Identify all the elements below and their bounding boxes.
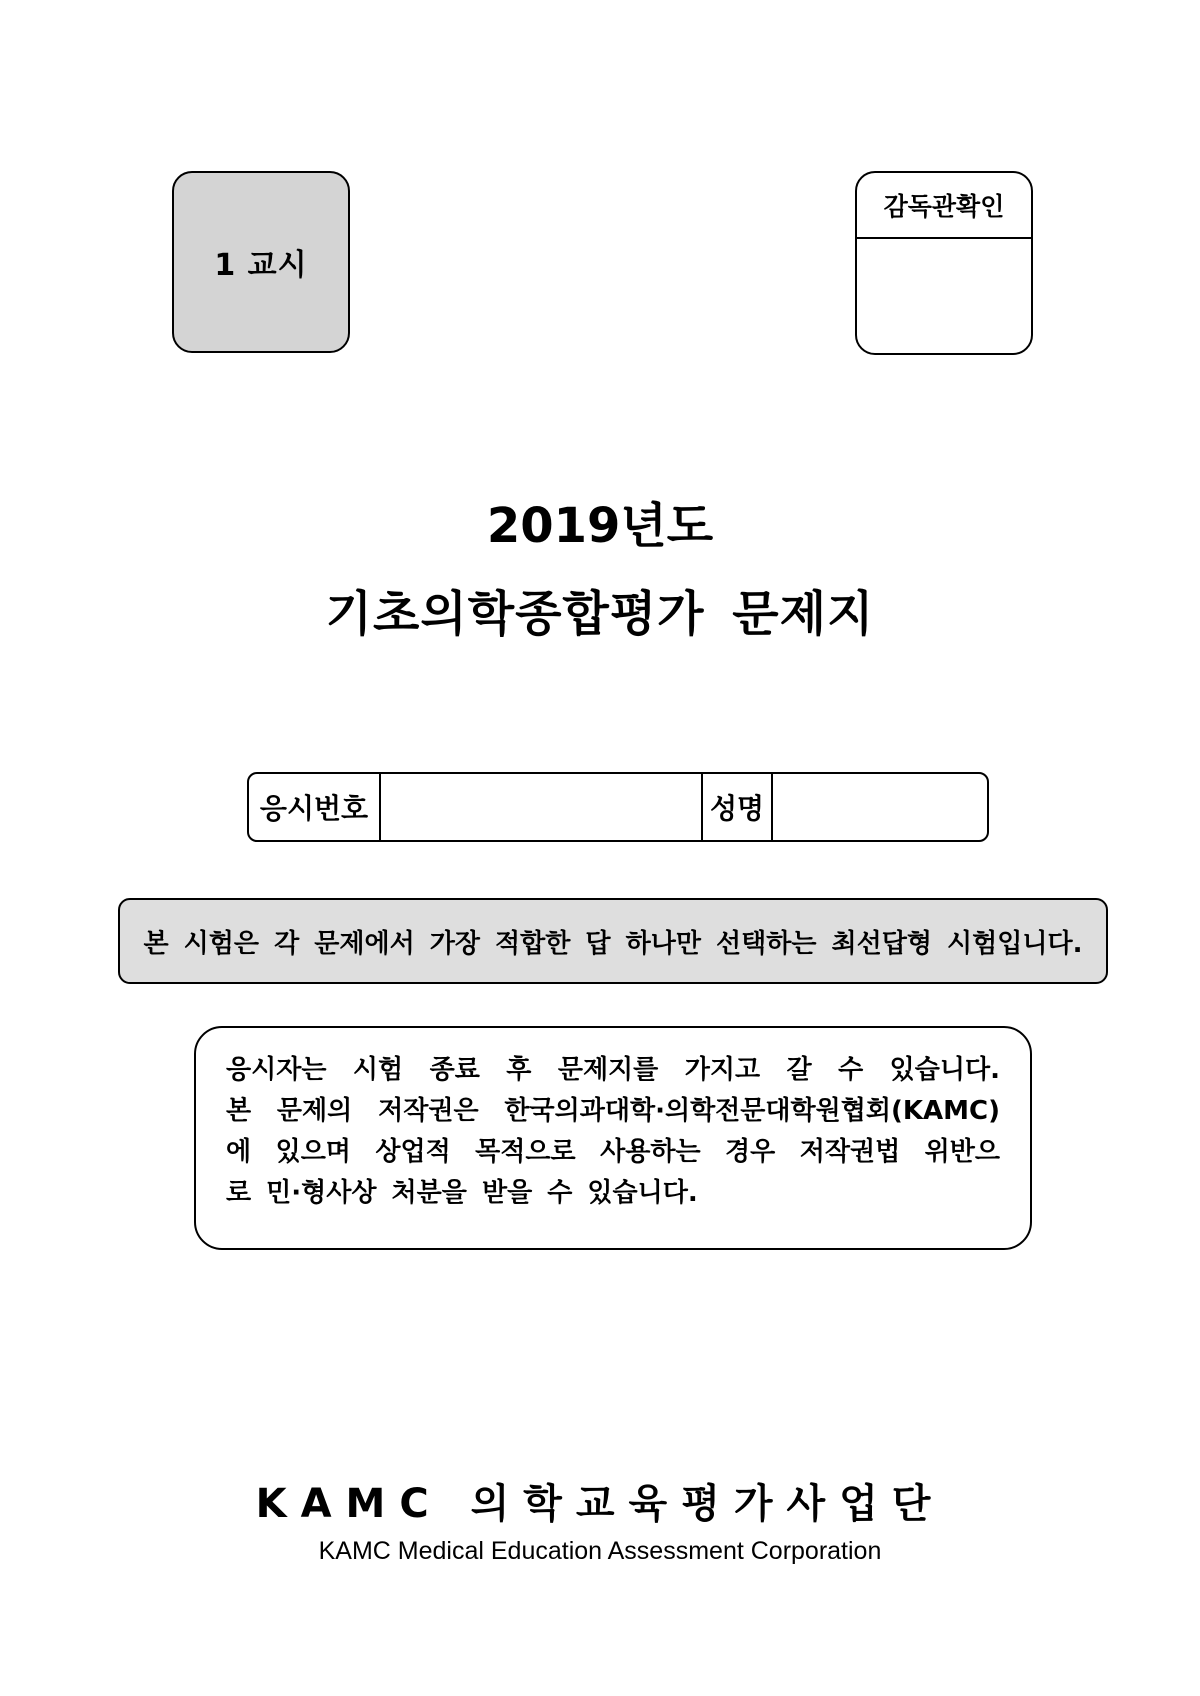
supervisor-confirmation-box — [855, 171, 1033, 355]
name-field[interactable] — [773, 774, 987, 840]
session-label: 1 교시 — [214, 248, 308, 283]
exam-number-field[interactable] — [381, 774, 703, 840]
rules-line: 에 있으며 상업적 목적으로 사용하는 경우 저작권법 위반으 — [226, 1137, 1000, 1167]
rules-line: 응시자는 시험 종료 후 문제지를 가지고 갈 수 있습니다. — [226, 1055, 1000, 1085]
rules-line: 로 민·형사상 처분을 받을 수 있습니다. — [226, 1178, 698, 1208]
exam-number-label: 응시번호 — [249, 774, 381, 840]
name-label: 성명 — [703, 774, 773, 840]
organization-name-english: KAMC Medical Education Assessment Corporation — [318, 1537, 882, 1565]
rules-line: 본 문제의 저작권은 한국의과대학·의학전문대학원협회(KAMC) — [226, 1096, 1000, 1126]
copyright-notice-box — [194, 1026, 1032, 1250]
supervisor-signature-area[interactable] — [857, 239, 1031, 353]
page-title: 기초의학종합평가 문제지 — [325, 586, 875, 642]
session-badge — [172, 171, 350, 353]
supervisor-label: 감독관확인 — [857, 173, 1031, 239]
organization-name-korean: KAMC 의학교육평가사업단 — [255, 1481, 945, 1527]
title-year: 2019년도 — [486, 498, 714, 554]
exam-info-table — [247, 772, 989, 842]
exam-type-notice: 본 시험은 각 문제에서 가장 적합한 답 하나만 선택하는 최선답형 시험입니다. — [118, 898, 1108, 984]
